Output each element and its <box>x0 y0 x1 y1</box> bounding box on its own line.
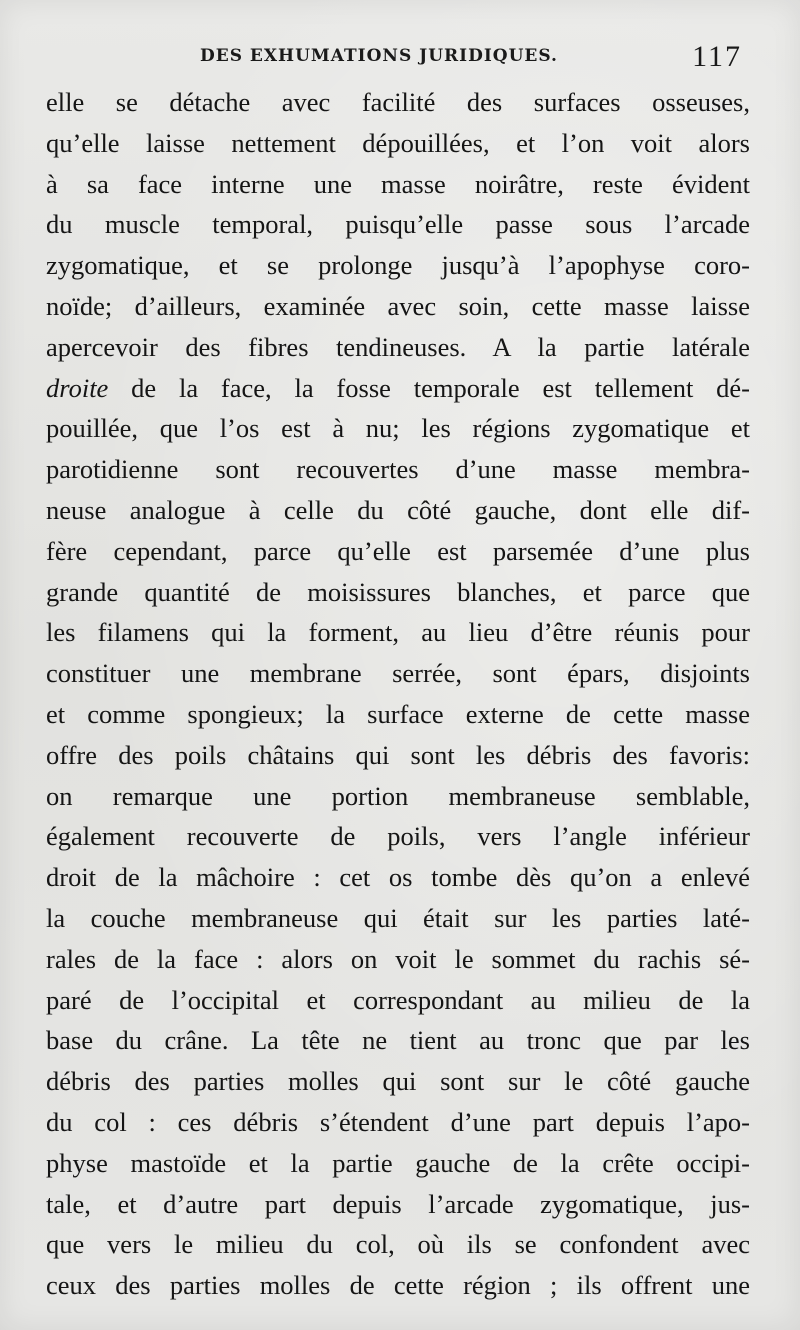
text-line-11: neuse analogue à celle du côté gauche, dont elle dif- <box>46 494 750 525</box>
page-number: 117 <box>692 40 742 73</box>
text-line-18: on remarque une portion membraneuse semblable, <box>46 780 750 811</box>
text-line-13: grande quantité de moisissures blanches, et parce que <box>46 576 750 607</box>
text-line-27: physe mastoïde et la partie gauche de la crête occipi- <box>46 1147 750 1178</box>
text-line-4: du muscle temporal, puisqu’elle passe sous l’arcade <box>46 209 750 240</box>
text-line-21: la couche membraneuse qui était sur les parties laté- <box>46 902 750 933</box>
text-line-3: à sa face interne une masse noirâtre, reste évident <box>46 168 750 199</box>
text-line-8 <box>46 368 750 409</box>
body-text <box>46 82 750 1306</box>
text-line-12: fère cependant, parce qu’elle est parsemée d’une plus <box>46 535 750 566</box>
text-line-5: zygomatique, et se prolonge jusqu’à l’apophyse coro- <box>46 250 750 281</box>
running-head <box>0 40 800 80</box>
running-title: DES EXHUMATIONS JURIDIQUES. <box>200 46 558 66</box>
text-line-20: droit de la mâchoire : cet os tombe dès qu’on a enlevé <box>46 862 750 893</box>
text-line-23: paré de l’occipital et correspondant au milieu de la <box>46 984 750 1015</box>
text-line-28: tale, et d’autre part depuis l’arcade zygomatique, jus- <box>46 1188 750 1219</box>
text-line-6: noïde; d’ailleurs, examinée avec soin, cette masse laisse <box>46 290 750 321</box>
text-line-15: constituer une membrane serrée, sont épars, disjoints <box>46 658 750 689</box>
text-line-16: et comme spongieux; la surface externe de cette masse <box>46 698 750 729</box>
text-line-22: rales de la face : alors on voit le sommet du rachis sé- <box>46 943 750 974</box>
text-line-8-rest: de la face, la fosse temporale est tellement dé- <box>108 372 750 403</box>
text-line-1: elle se détache avec facilité des surfaces osseuses, <box>46 87 750 117</box>
text-line-19: également recouverte de poils, vers l’angle inférieur <box>46 821 750 852</box>
text-line-7: apercevoir des fibres tendineuses. A la partie latérale <box>46 331 750 362</box>
text-line-2: qu’elle laisse nettement dépouillées, et l’on voit alors <box>46 127 750 158</box>
italic-word: droite <box>46 372 109 403</box>
text-line-30: ceux des parties molles de cette région ; ils offrent une <box>46 1270 750 1301</box>
text-line-24: base du crâne. La tête ne tient au tronc que par les <box>46 1025 750 1056</box>
text-line-29: que vers le milieu du col, où ils se confondent avec <box>46 1229 750 1260</box>
text-line-14: les filamens qui la forment, au lieu d’être réunis pour <box>46 617 750 648</box>
text-line-17: offre des poils châtains qui sont les débris des favoris: <box>46 739 750 770</box>
text-line-9: pouillée, que l’os est à nu; les régions zygomatique et <box>46 413 750 444</box>
text-line-25: débris des parties molles qui sont sur le côté gauche <box>46 1066 750 1097</box>
text-line-10: parotidienne sont recouvertes d’une masse membra- <box>46 454 750 485</box>
text-line-26: du col : ces débris s’étendent d’une part depuis l’apo- <box>46 1106 750 1137</box>
